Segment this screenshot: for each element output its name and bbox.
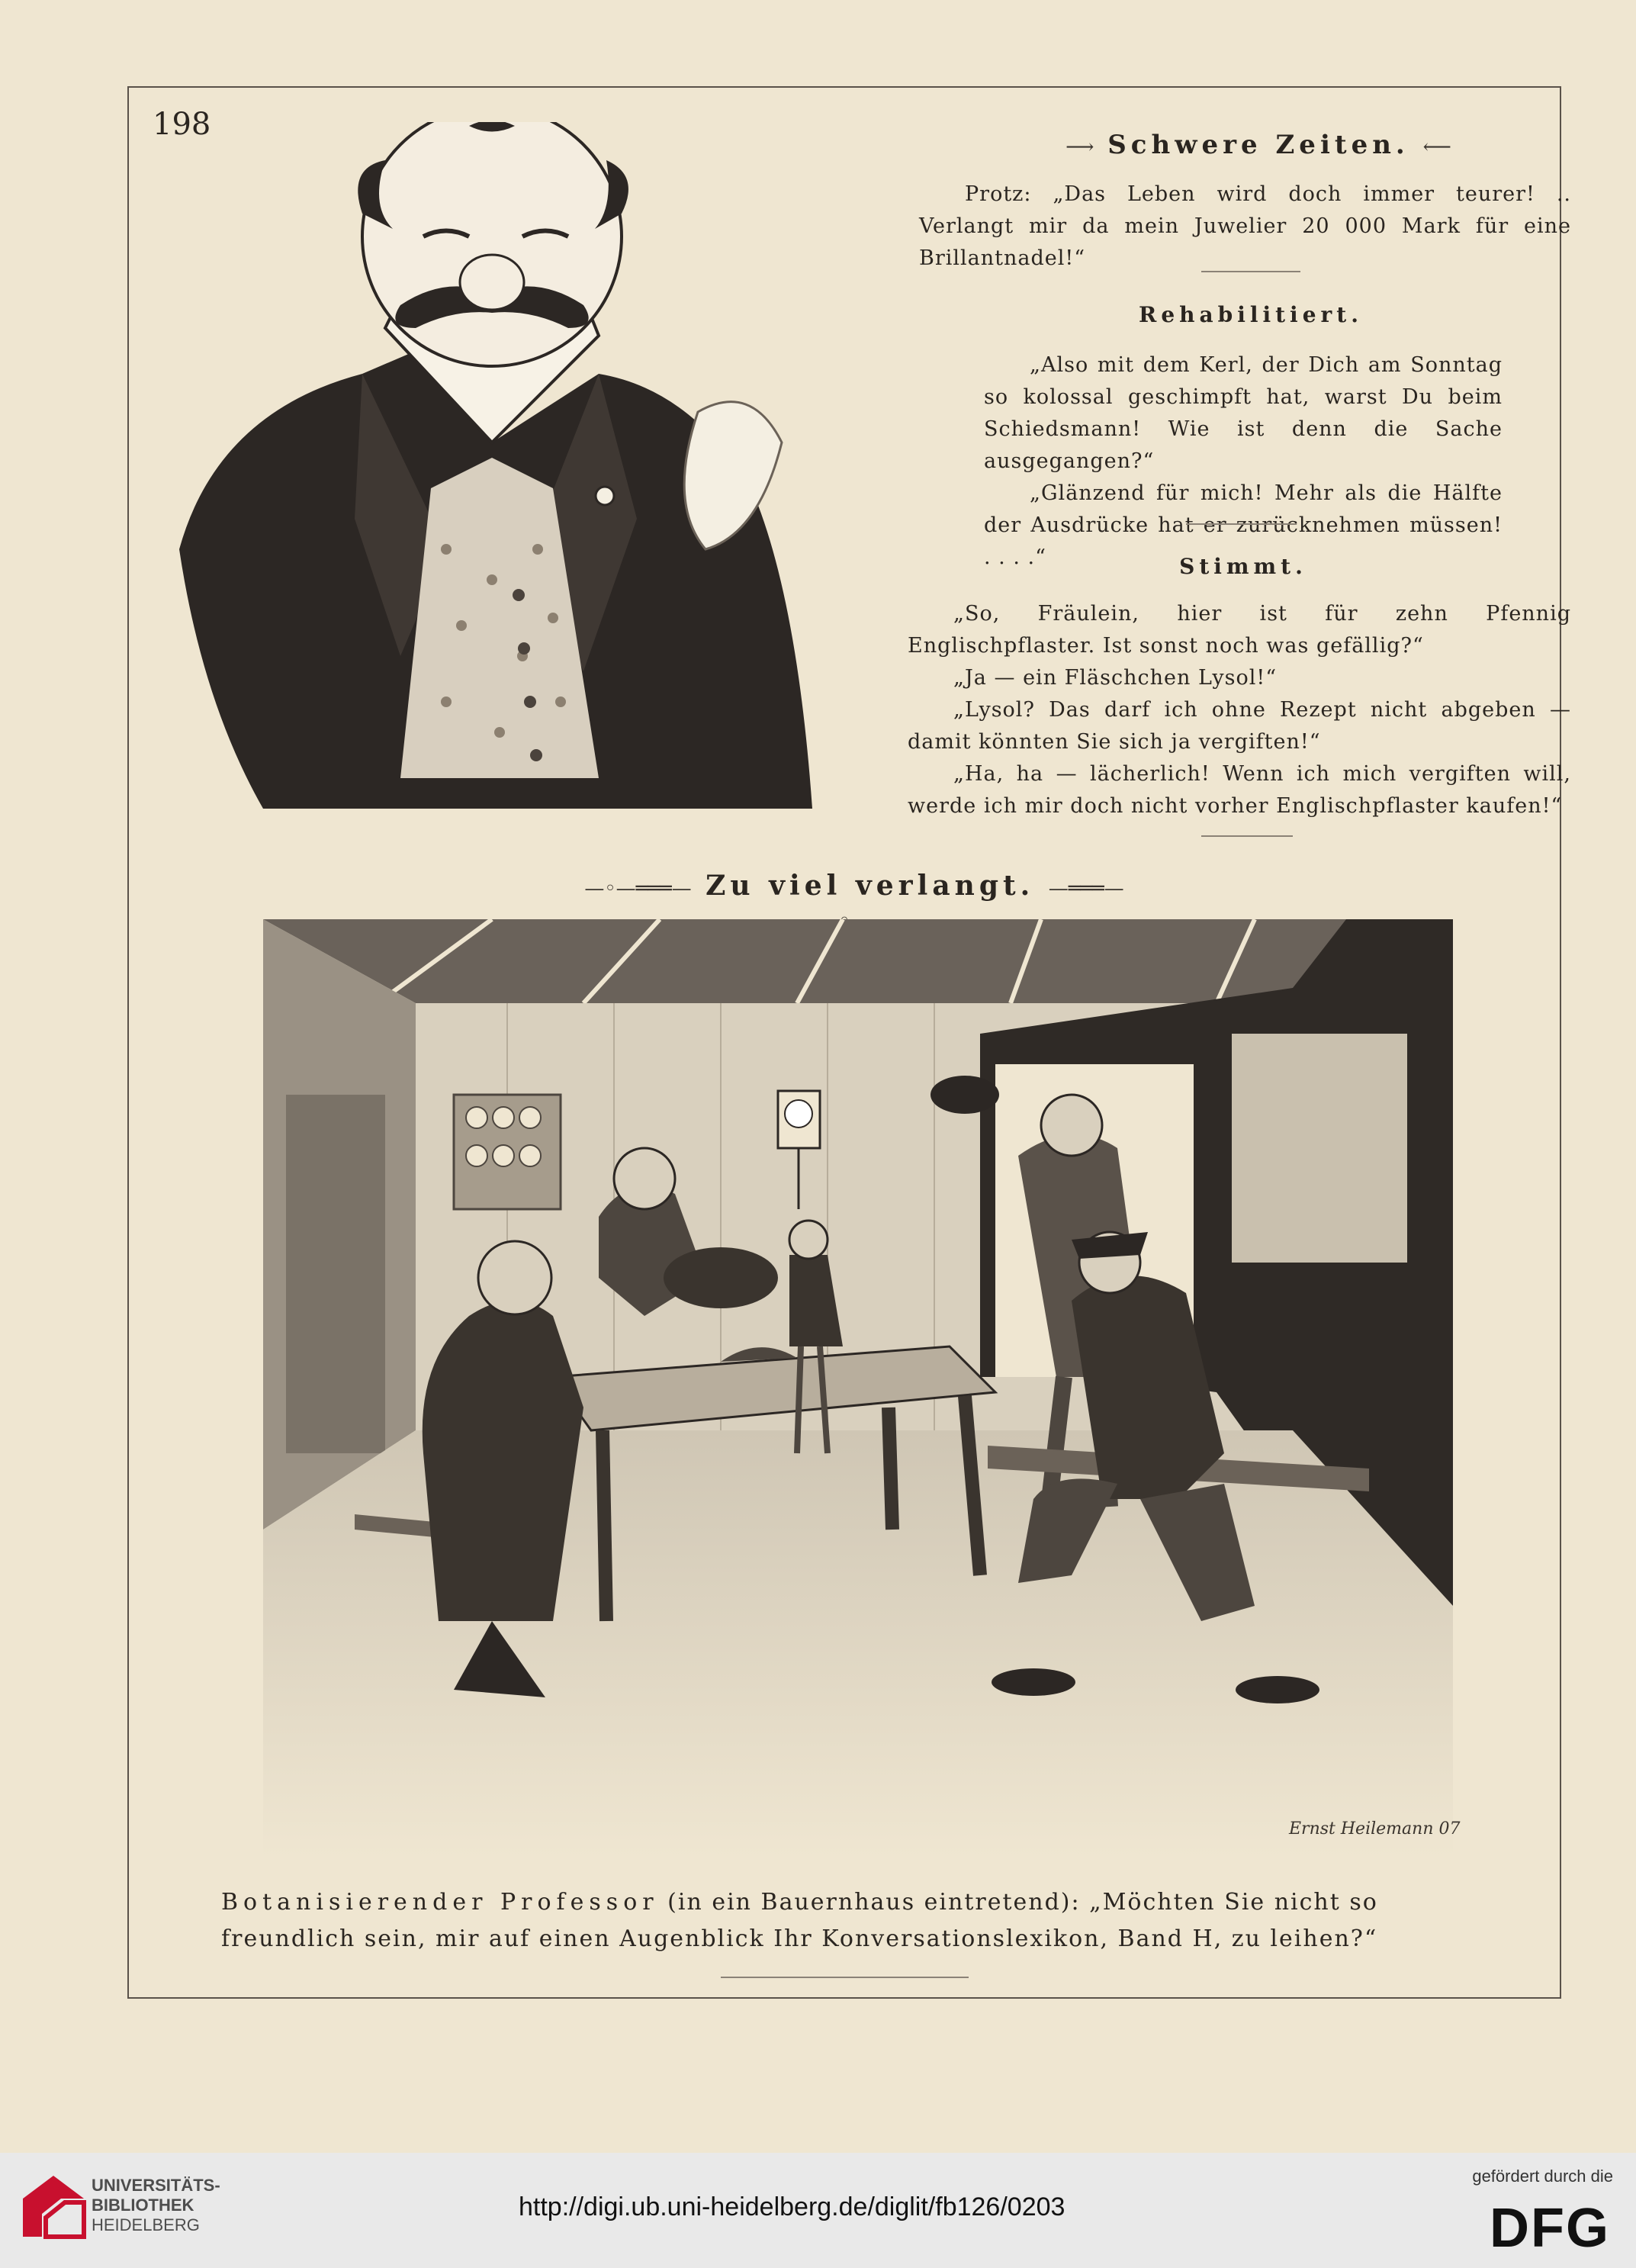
paragraph: „So, Fräulein, hier ist für zehn Pfennig Englischpflaster. Ist sonst noch was gefällig?“ [908, 602, 1571, 658]
divider-rule [1201, 271, 1300, 272]
paragraph: „Ha, ha — lächerlich! Wenn ich mich vergiften will, werde ich mir doch nicht vorher Englischpflaster kaufen!“ [908, 762, 1571, 818]
ornament-left: —◦—═══— [584, 877, 692, 900]
artist-signature: Ernst Heilemann 07 [1289, 1819, 1461, 1839]
paragraph: „Glänzend für mich! Mehr als die Hälfte der Ausdrücke hat er zurücknehmen müssen! . . . .“ [984, 481, 1503, 569]
section-title-stimmt: Stimmt. [1179, 554, 1307, 579]
divider-rule [721, 1977, 969, 1978]
paragraph: „Ja — ein Fläschchen Lysol!“ [953, 666, 1278, 690]
text-rehabilitiert [984, 349, 1503, 574]
text-schwere-zeiten [919, 179, 1571, 275]
page-number: 198 [153, 107, 211, 142]
ornament-right: ⟵ [1422, 136, 1451, 159]
divider-rule [1186, 523, 1297, 525]
caption-rest: (in ein Bauernhaus eintretend): „Möchten Sie nicht so freundlich sein, mir auf einen Augenblick Ihr Konversationslexikon, Band H, zu leihen?“ [221, 1889, 1378, 1952]
funded-by-text: gefördert durch die [1472, 2167, 1613, 2186]
source-url-link[interactable]: http://digi.ub.uni-heidelberg.de/diglit/fb126/0203 [519, 2192, 1065, 2221]
dfg-logo: DFG [1490, 2198, 1610, 2259]
paragraph: „Lysol? Das darf ich ohne Rezept nicht abgeben — damit könnten Sie sich ja vergiften!“ [908, 698, 1571, 754]
university-library-logo-icon [15, 2168, 92, 2244]
paragraph: „Also mit dem Kerl, der Dich am Sonntag so kolossal geschimpft hat, warst Du beim Schiedsmann! Wie ist denn die Sache ausgegangen?“ [984, 353, 1503, 473]
divider-rule [1201, 835, 1293, 837]
university-library-name [92, 2176, 220, 2235]
text-stimmt [908, 598, 1571, 822]
caption-lead: Botanisierender Professor [221, 1889, 659, 1916]
title-text: Schwere Zeiten. [1107, 130, 1409, 160]
logo-line: HEIDELBERG [92, 2215, 200, 2234]
title-text: Zu viel verlangt. [706, 870, 1035, 902]
interior-scene-illustration [263, 919, 1453, 1858]
ornament-right: —═══— [1048, 877, 1124, 900]
section-title-schwere-zeiten [1037, 130, 1480, 160]
logo-line: BIBLIOTHEK [92, 2196, 194, 2215]
caricature-illustration [172, 122, 858, 809]
illustration-caption [221, 1884, 1487, 1958]
section-title-rehabilitiert: Rehabilitiert. [1139, 302, 1363, 327]
logo-line: UNIVERSITÄTS- [92, 2176, 220, 2195]
ornament-left: ⟶ [1065, 136, 1094, 159]
paragraph: Protz: „Das Leben wird doch immer teurer! .. Verlangt mir da mein Juwelier 20 000 Mark für eine Brillantnadel!“ [919, 182, 1571, 270]
footer-bar [0, 2153, 1636, 2268]
